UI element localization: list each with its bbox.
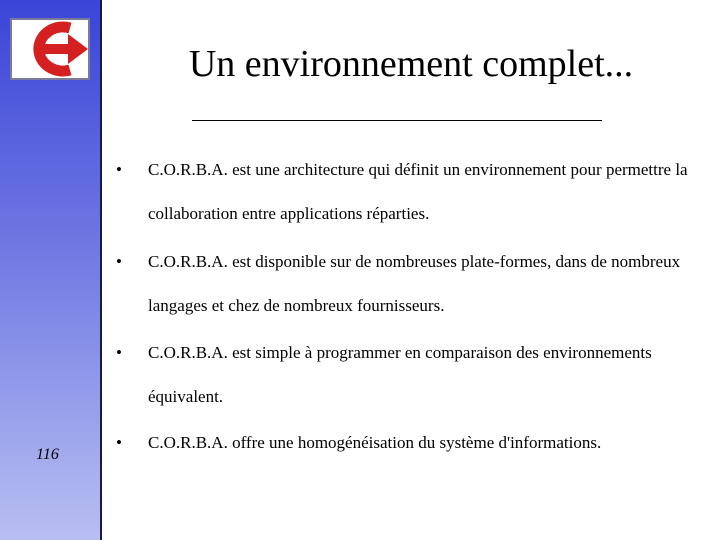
bullet-dot: • [116, 160, 122, 179]
bullet-dot: • [116, 252, 122, 271]
bullet-dot: • [116, 343, 122, 362]
bullet-text: C.O.R.B.A. offre une homogénéisation du système d'informations. [148, 433, 602, 452]
bullet-item [116, 148, 706, 236]
title-underline [192, 120, 602, 121]
sidebar [0, 0, 102, 540]
page-number: 116 [36, 446, 59, 463]
slide-title: Un environnement complet... [188, 43, 634, 85]
bullet-text: C.O.R.B.A. est une architecture qui définit un environnement pour permettre la collaboration entre applications réparties. [148, 160, 688, 223]
bullet-dot: • [116, 433, 122, 452]
bullet-item [116, 331, 706, 419]
bullet-text: C.O.R.B.A. est simple à programmer en comparaison des environnements équivalent. [148, 343, 652, 406]
logo-c-arrow-icon [10, 18, 90, 80]
bullet-item [116, 421, 706, 465]
bullet-item [116, 240, 706, 328]
bullet-text: C.O.R.B.A. est disponible sur de nombreuses plate-formes, dans de nombreux langages et chez de nombreux fournisseurs. [148, 252, 681, 315]
